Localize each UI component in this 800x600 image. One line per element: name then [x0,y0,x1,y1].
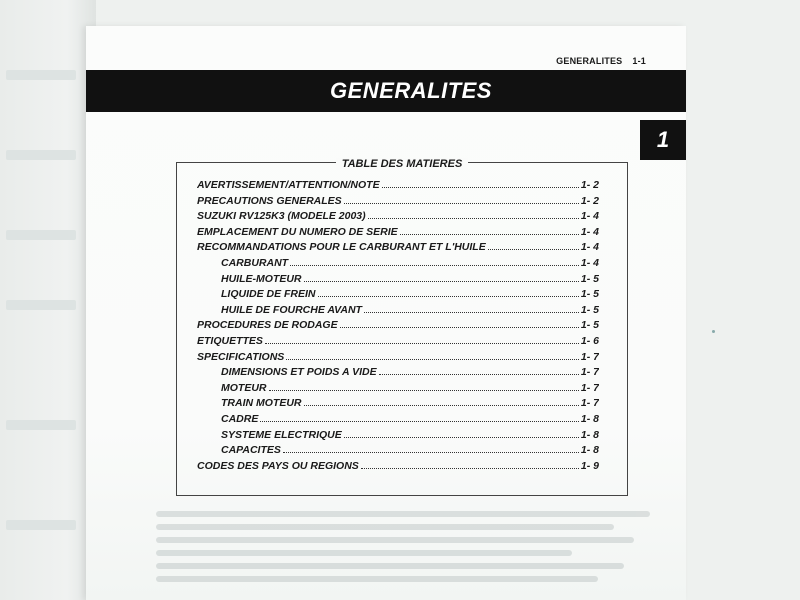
chapter-title-bar [86,70,686,112]
faded-line [156,537,634,543]
toc-entry[interactable] [221,288,599,302]
toc-leader-dots [290,257,579,266]
toc-leader-dots [265,335,579,344]
facing-page-ghost-line [6,150,76,160]
toc-entry-label: TRAIN MOTEUR [221,397,302,410]
toc-entry-label: LIQUIDE DE FREIN [221,288,316,301]
toc-entry-label: AVERTISSEMENT/ATTENTION/NOTE [197,179,380,191]
toc-entry-page: 1- 7 [580,381,599,394]
toc-leader-dots [400,226,579,235]
facing-page-ghost-line [6,520,76,530]
toc-leader-dots [304,273,579,282]
toc-leader-dots [368,210,579,219]
facing-page-ghost-line [6,230,76,240]
chapter-tab [640,120,686,160]
running-head-section: GENERALITES [556,56,623,66]
toc-leader-dots [283,444,579,453]
toc-leader-dots [260,413,579,422]
toc-leader-dots [488,241,579,250]
toc-entry-label: CODES DES PAYS OU REGIONS [197,459,359,472]
toc-entry[interactable] [197,179,599,193]
toc-entry-page: 1- 4 [580,241,599,254]
toc-entry-page: 1- 7 [580,350,599,363]
toc-leader-dots [364,304,579,313]
toc-entry-page: 1- 8 [580,428,599,441]
toc-entry-page: 1- 7 [580,366,599,379]
toc-leader-dots [269,382,579,391]
toc-entry-label: SPECIFICATIONS [197,350,285,363]
running-head-page: 1-1 [632,56,646,66]
toc-entry-label: PRECAUTIONS GENERALES [197,194,342,207]
toc-entry-page: 1- 4 [580,225,599,238]
toc-list [177,163,627,495]
toc-entry[interactable] [221,273,599,287]
toc-leader-dots [286,351,579,360]
toc-leader-dots [344,195,579,204]
toc-entry-label: MOTEUR [221,381,267,394]
toc-entry-page: 1- 9 [580,459,599,472]
toc-entry[interactable] [221,382,599,396]
faded-line [156,511,650,517]
toc-entry-label: SYSTEME ELECTRIQUE [221,428,342,441]
toc-leader-dots [340,319,579,328]
toc-entry-page: 1- 8 [580,413,599,425]
faded-line [156,550,572,556]
toc-entry-label: CADRE [221,413,259,425]
toc-entry-label: HUILE DE FOURCHE AVANT [221,303,362,316]
toc-entry[interactable] [197,460,599,474]
facing-page [0,0,96,600]
toc-entry[interactable] [221,366,599,380]
facing-page-ghost-line [6,300,76,310]
toc-entry-label: HUILE-MOTEUR [221,272,302,285]
facing-page-ghost-line [6,420,76,430]
toc-entry[interactable] [221,257,599,271]
toc-entry[interactable] [197,210,599,224]
toc-entry-label: CAPACITES [221,444,281,457]
toc-entry-page: 1- 7 [580,397,599,410]
manual-page [86,26,686,600]
running-head [556,56,646,66]
toc-leader-dots [361,460,579,469]
toc-entry[interactable] [197,241,599,255]
faded-line [156,524,614,530]
toc-entry-page: 1- 6 [580,335,599,347]
toc-leader-dots [344,429,579,438]
faded-body-text [156,504,676,594]
toc-entry-label: ETIQUETTES [197,335,263,347]
toc-entry-label: EMPLACEMENT DU NUMERO DE SERIE [197,225,398,238]
toc-entry[interactable] [197,335,599,349]
toc-entry-label: PROCEDURES DE RODAGE [197,319,338,332]
toc-entry-page: 1- 4 [580,210,599,223]
page-speck [712,330,715,333]
chapter-title: GENERALITES [330,78,492,103]
faded-line [156,563,624,569]
toc-heading: TABLE DES MATIERES [336,158,469,170]
toc-entry-label: DIMENSIONS ET POIDS A VIDE [221,366,377,379]
toc-entry[interactable] [221,429,599,443]
toc-leader-dots [304,397,579,406]
facing-page-ghost-line [6,70,76,80]
toc-entry[interactable] [221,444,599,458]
toc-entry-page: 1- 2 [580,179,599,191]
toc-entry[interactable] [197,195,599,209]
toc-entry-page: 1- 5 [580,303,599,316]
toc-entry-page: 1- 4 [580,257,599,269]
toc-entry[interactable] [221,304,599,318]
toc-entry-label: CARBURANT [221,257,289,269]
toc-entry-page: 1- 2 [580,194,599,207]
faded-line [156,576,598,582]
toc-entry-page: 1- 5 [580,272,599,285]
toc-entry-page: 1- 5 [580,319,599,332]
toc-entry-label: SUZUKI RV125K3 (MODELE 2003) [197,210,366,223]
toc-entry[interactable] [197,226,599,240]
toc-entry[interactable] [197,351,599,365]
toc-leader-dots [382,179,579,188]
toc-entry[interactable] [221,413,599,427]
toc-entry-page: 1- 8 [580,444,599,457]
toc-leader-dots [318,288,579,297]
toc-entry-label: RECOMMANDATIONS POUR LE CARBURANT ET L'HUILE [197,241,486,254]
toc-entry[interactable] [197,319,599,333]
table-of-contents [176,158,628,496]
toc-leader-dots [379,366,579,375]
toc-entry-page: 1- 5 [580,288,599,301]
chapter-tab-number: 1 [656,127,670,152]
toc-entry[interactable] [221,397,599,411]
